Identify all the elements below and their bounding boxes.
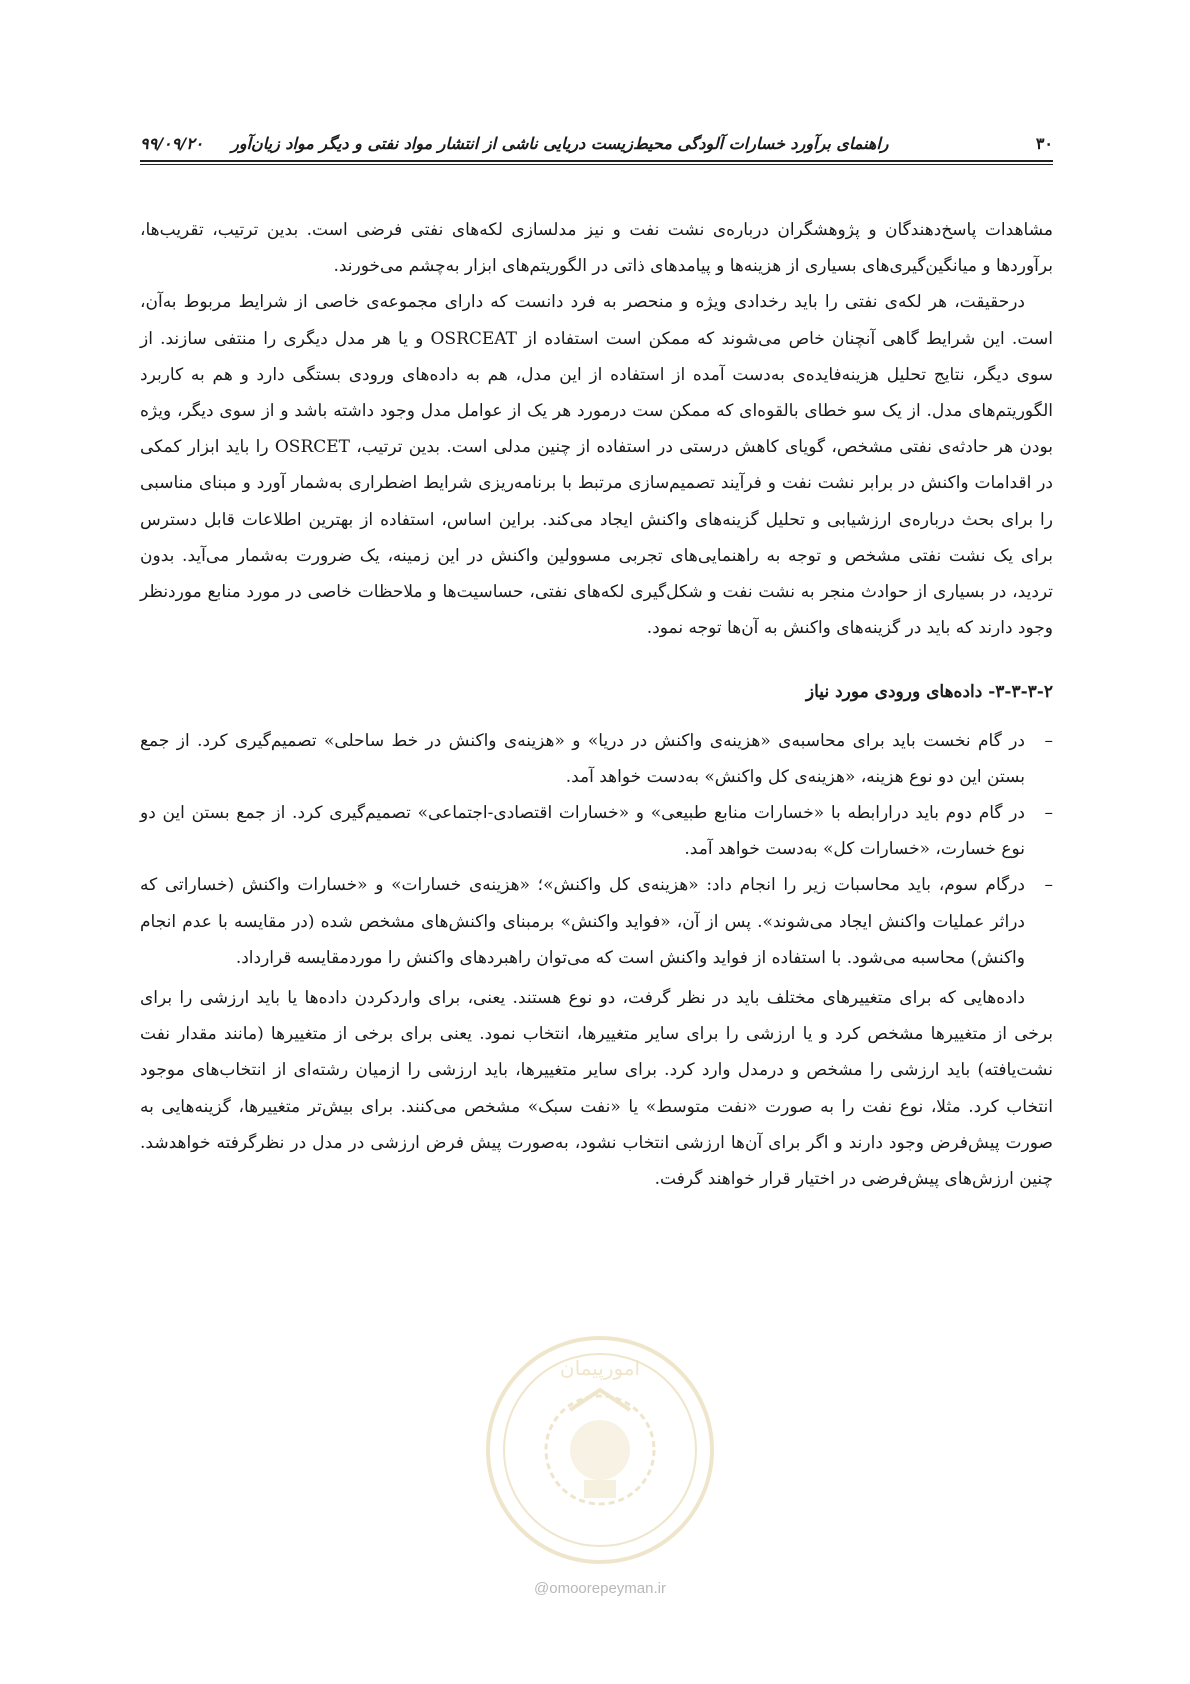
list-item-text: در گام نخست باید برای محاسبه‌ی «هزینه‌ی واکنش در دریا» و «هزینه‌ی واکنش در خط ساحلی» تصمیم‌گیری کرد. از جمع بستن این دو نوع هزینه، «هزینه‌ی کل واکنش» به‌دست خواهد آمد. bbox=[140, 730, 1026, 787]
paragraph-intro: مشاهدات پاسخ‌دهندگان و پژوهشگران درباره‌ی نشت نفت و نیز مدلسازی لکه‌های نفتی فرضی است. بدین ترتیب، تقریب‌ها، برآوردها و میانگین‌گیری‌های بسیاری از هزینه‌ها و پیامدهای ذاتی در الگوریتم‌های ابزار به‌چشم می‌خورند. bbox=[140, 220, 1053, 277]
header-rule-thin bbox=[140, 164, 1053, 165]
list-item-text: در گام دوم باید درارابطه با «خسارات منابع طبیعی» و «خسارات اقتصادی-اجتماعی» تصمیم‌گیری کرد. از جمع بستن این دو نوع خسارت، «خسارات کل» به‌دست خواهد آمد. bbox=[140, 803, 1025, 860]
list-item bbox=[140, 723, 1053, 795]
watermark-seal-icon bbox=[480, 1330, 720, 1570]
header-rule bbox=[140, 160, 1053, 162]
watermark-url: @omoorepeyman.ir bbox=[534, 1580, 666, 1597]
header-title-group bbox=[140, 134, 889, 153]
dash-bullet-icon: – bbox=[1044, 803, 1053, 824]
dash-bullet-icon: – bbox=[1044, 730, 1053, 751]
body-text bbox=[140, 212, 1053, 1197]
paragraph-main: درحقیقت، هر لکه‌ی نفتی را باید رخدادی ویژه و منحصر به فرد دانست که دارای مجموعه‌ی خاصی از شرایط مربوط به‌آن، است. این شرایط گاهی آنچنان خاص می‌شوند که ممکن است استفاده از OSRCEAT و یا هر مدل دیگری را منتفی سازند. از سوی دیگر، نتایج تحلیل هزینه‌فایده‌ی به‌دست آمده از استفاده از این مدل، هم به داده‌های ورودی بستگی دارد و هم به کاربرد الگوریتم‌های مدل. از یک سو خطای بالقوه‌ای که ممکن ست درمورد هر یک از عوامل مدل وجود داشته باشد و از سوی دیگر، ویژه بودن هر حادثه‌ی نفتی مشخص، گویای کاهش درستی در استفاده از چنین مدلی است. بدین ترتیب، OSRCET را باید ابزار کمکی در اقدامات واکنش در برابر نشت نفت و فرآیند تصمیم‌سازی مرتبط با برنامه‌ریزی شرایط اضطراری به‌شمار آورد و مبنای مناسبی را برای بحث درباره‌ی ارزشیابی و تحلیل گزینه‌های واکنش ایجاد می‌کند. براین اساس، استفاده از بهترین اطلاعات قابل دسترس برای یک نشت نفتی مشخص و توجه به راهنمایی‌های تجربی مسوولین واکنش در این زمینه، یک ضرورت به‌شمار می‌آید. بدون تردید، در بسیاری از حوادث منجر به نشت نفت و شکل‌گیری لکه‌های نفتی، حساسیت‌ها و ملاحظات خاصی در مورد منابع موردنظر وجود دارند که باید در گزینه‌های واکنش به آن‌ها توجه نمود. bbox=[140, 292, 1053, 639]
section-heading: ۳-۳-۳-۲- داده‌های ورودی مورد نیاز bbox=[805, 682, 1053, 703]
dash-bullet-icon: – bbox=[1044, 875, 1053, 896]
header-title: راهنمای برآورد خسارات آلودگی محیط‌زیست دریایی ناشی از انتشار مواد نفتی و دیگر مواد زیان‌آور bbox=[231, 133, 889, 153]
list-item bbox=[140, 867, 1053, 976]
running-header bbox=[140, 125, 1053, 161]
list-item-text: درگام سوم، باید محاسبات زیر را انجام داد: «هزینه‌ی کل واکنش»؛ «هزینه‌ی خسارات» و «خسارات واکنش (خساراتی که دراثر عملیات واکنش ایجاد می‌شوند». پس از آن، «فواید واکنش» برمبنای واکنش‌های مشخص شده (در مقایسه با عدم انجام واکنش) محاسبه می‌شود. با استفاده از فواید واکنش است که می‌توان راهبردهای واکنش را موردمقایسه قرارداد. bbox=[140, 875, 1025, 968]
page-number: ۳۰ bbox=[1035, 133, 1053, 153]
bullet-list bbox=[140, 723, 1053, 976]
list-item bbox=[140, 795, 1053, 867]
paragraph-data-types: داده‌هایی که برای متغییرهای مختلف باید در نظر گرفت، دو نوع هستند. یعنی، برای واردکردن داده‌ها یا باید ارزشی را برای برخی از متغییرها مشخص کرد و یا ارزشی را برای سایر متغییرها، انتخاب نمود. یعنی برای برخی از متغییرها (مانند مقدار نفت نشت‌یافته) باید ارزشی را مشخص و درمدل وارد کرد. برای سایر متغییرها، باید ارزشی را ازمیان رشته‌ای از انتخاب‌های موجود انتخاب کرد. مثلا، نوع نفت را به صورت «نفت متوسط» یا «نفت سبک» مشخص می‌کنند. برای بیش‌تر متغییرها، گزینه‌هایی به صورت پیش‌فرض وجود دارند و اگر برای آن‌ها ارزشی انتخاب نشود، به‌صورت پیش فرض ارزشی در مدل در نظرگرفته خواهدشد. چنین ارزش‌های پیش‌فرضی در اختیار قرار خواهند گرفت. bbox=[140, 988, 1053, 1190]
header-date: ۹۹/۰۹/۲۰ bbox=[140, 133, 204, 153]
watermark-seal-text: امورپیمان bbox=[559, 1356, 641, 1380]
